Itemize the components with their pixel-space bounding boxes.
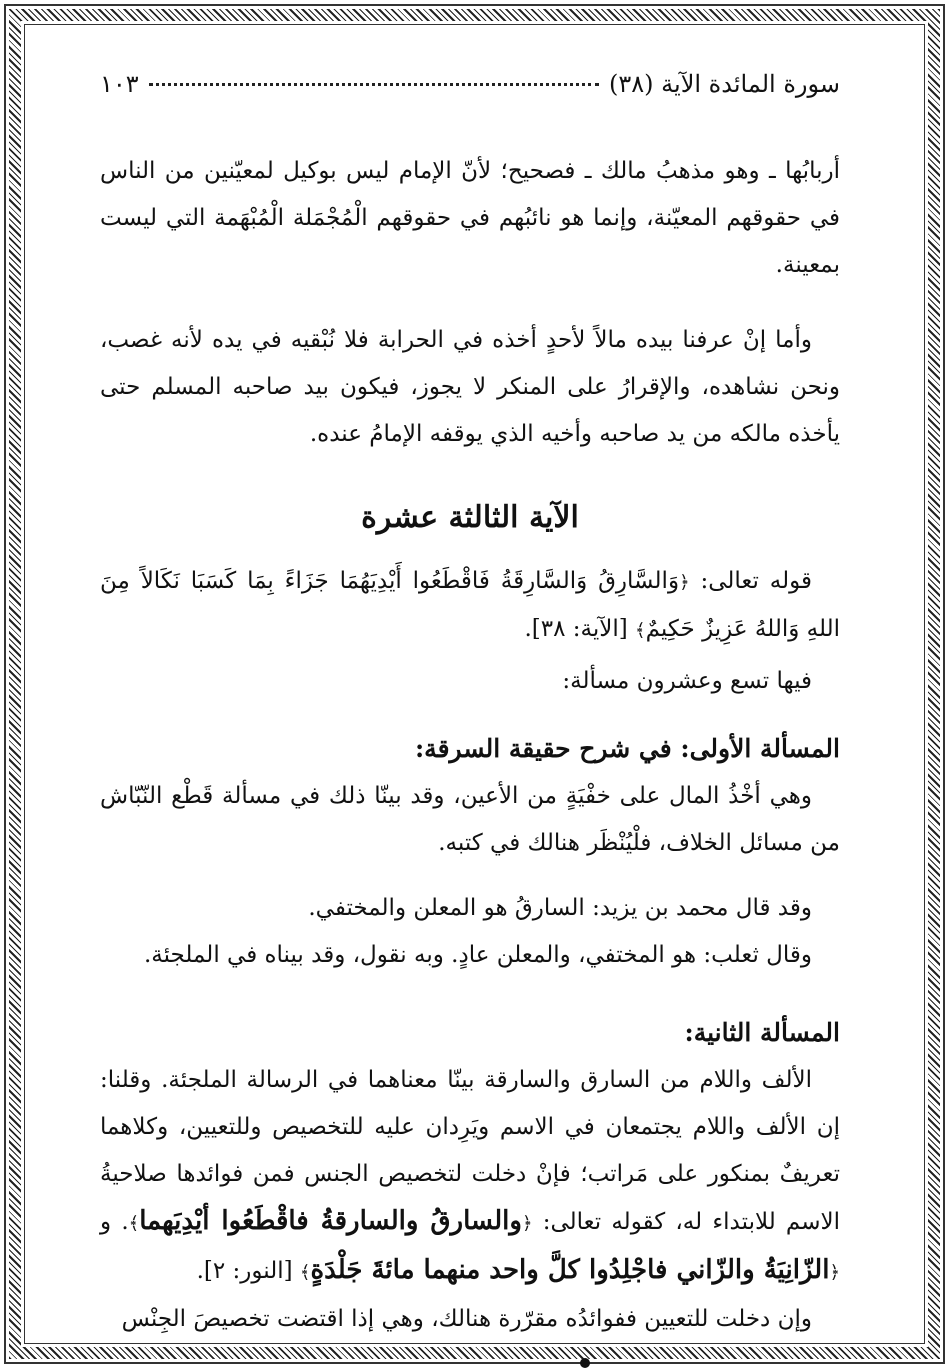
verse-open-brace: ﴿: [679, 572, 690, 593]
paragraph-2: وأما إنْ عرفنا بيده مالاً لأحدٍ أخذه في الحرابة فلا نُبْقيه في يده لأنه غصب، ونحن نشاهده، والإقرارُ على المنكر لا يجوز، فيكون بيد صاحبه المسلم حتى يأخذه مالكه من يد صاحبه وأخيه الذي يوقفه الإمامُ عنده.: [100, 327, 840, 447]
verse-close-brace: ﴾: [635, 620, 646, 641]
question-2-text-1: [100, 1057, 840, 1296]
section-heading: الآية الثالثة عشرة: [361, 500, 579, 535]
question-1-heading: المسألة الأولى: في شرح حقيقة السرقة:: [414, 734, 840, 763]
page-number: ١٠٣: [100, 70, 139, 98]
verse-text: وَالسَّارِقُ وَالسَّارِقَةُ فَاقْطَعُوا أَيْدِيَهُمَا جَزَاءً بِمَا كَسَبَا نَكَالاً مِنَ اللهِ وَاللهُ عَزِيزٌ حَكِيمٌ: [100, 568, 840, 642]
verse-close-brace: ﴾: [128, 1213, 140, 1234]
verse-paragraph: [100, 558, 840, 654]
question-2-text-body: الألف واللام من السارق والسارقة بينّا معناهما في الرسالة الملجئة. وقلنا: إن الألف واللام يجتمعان في الاسم ويَرِدان عليه للتخصيص وللتعيين، وكلاهما تعريفٌ بمنكور على مَراتب؛ فإنْ دخلت لتخصيص الجنس فمن فوائدها صلاحيةُ الاسم للابتداء له، كقوله تعالى:: [100, 1067, 841, 1235]
header-title: سورة المائدة الآية (٣٨): [609, 70, 840, 98]
running-header: [100, 70, 840, 114]
verse-reference: [الآية: ٣٨].: [524, 616, 628, 642]
question-2-verse-1: والسارقُ والسارقةُ فاقْطَعُوا أيْدِيَهما: [139, 1206, 522, 1236]
question-2-connector: . و: [100, 1209, 129, 1235]
question-1-text-1: وهي أخْذُ المال على خفْيَةٍ من الأعين، وقد بينّا ذلك في مسألة قَطْع النّبّاش من مسائل الخلاف، فلْيُنْظَر هنالك في كتبه.: [100, 783, 840, 856]
verse-open-brace: ﴿: [521, 1213, 533, 1234]
verse-close-brace: ﴾: [299, 1262, 311, 1283]
question-2-verse-2: الزّانِيَةُ والزّاني فاجْلِدُوا كلَّ واحد منهما مائةَ جَلْدَةٍ: [310, 1255, 830, 1285]
question-2-heading: المسألة الثانية:: [684, 1018, 840, 1047]
header-dotted-leader: [149, 83, 599, 86]
verse-open-brace: ﴿: [829, 1262, 840, 1283]
paragraph-1: أربابُها ـ وهو مذهبُ مالك ـ فصحيح؛ لأنّ الإمام ليس بوكيل لمعيّنين من الناس في حقوقهم المعيّنة، وإنما هو نائبُهم في حقوقهم الْمُجْمَلة الْمُبْهَمة التي ليست بمعينة.: [100, 158, 840, 278]
question-2-reference: [النور: ٢].: [196, 1258, 293, 1284]
verse-intro: قوله تعالى:: [700, 568, 812, 594]
issue-count-line: فيها تسع وعشرون مسألة:: [562, 668, 812, 694]
question-1-text-2: وقد قال محمد بن يزيد: السارقُ هو المعلن والمختفي.: [308, 895, 812, 921]
question-2-text-2: وإن دخلت للتعيين ففوائدُه مقرّرة هنالك، وهي إذا اقتضت تخصيصَ الجِنْس: [121, 1306, 812, 1332]
question-1-text-3: وقال ثعلب: هو المختفي، والمعلن عادٍ. وبه نقول، وقد بيناه في الملجئة.: [143, 942, 812, 968]
bottom-ornament-dot: [580, 1358, 590, 1368]
book-page: [100, 70, 840, 1350]
